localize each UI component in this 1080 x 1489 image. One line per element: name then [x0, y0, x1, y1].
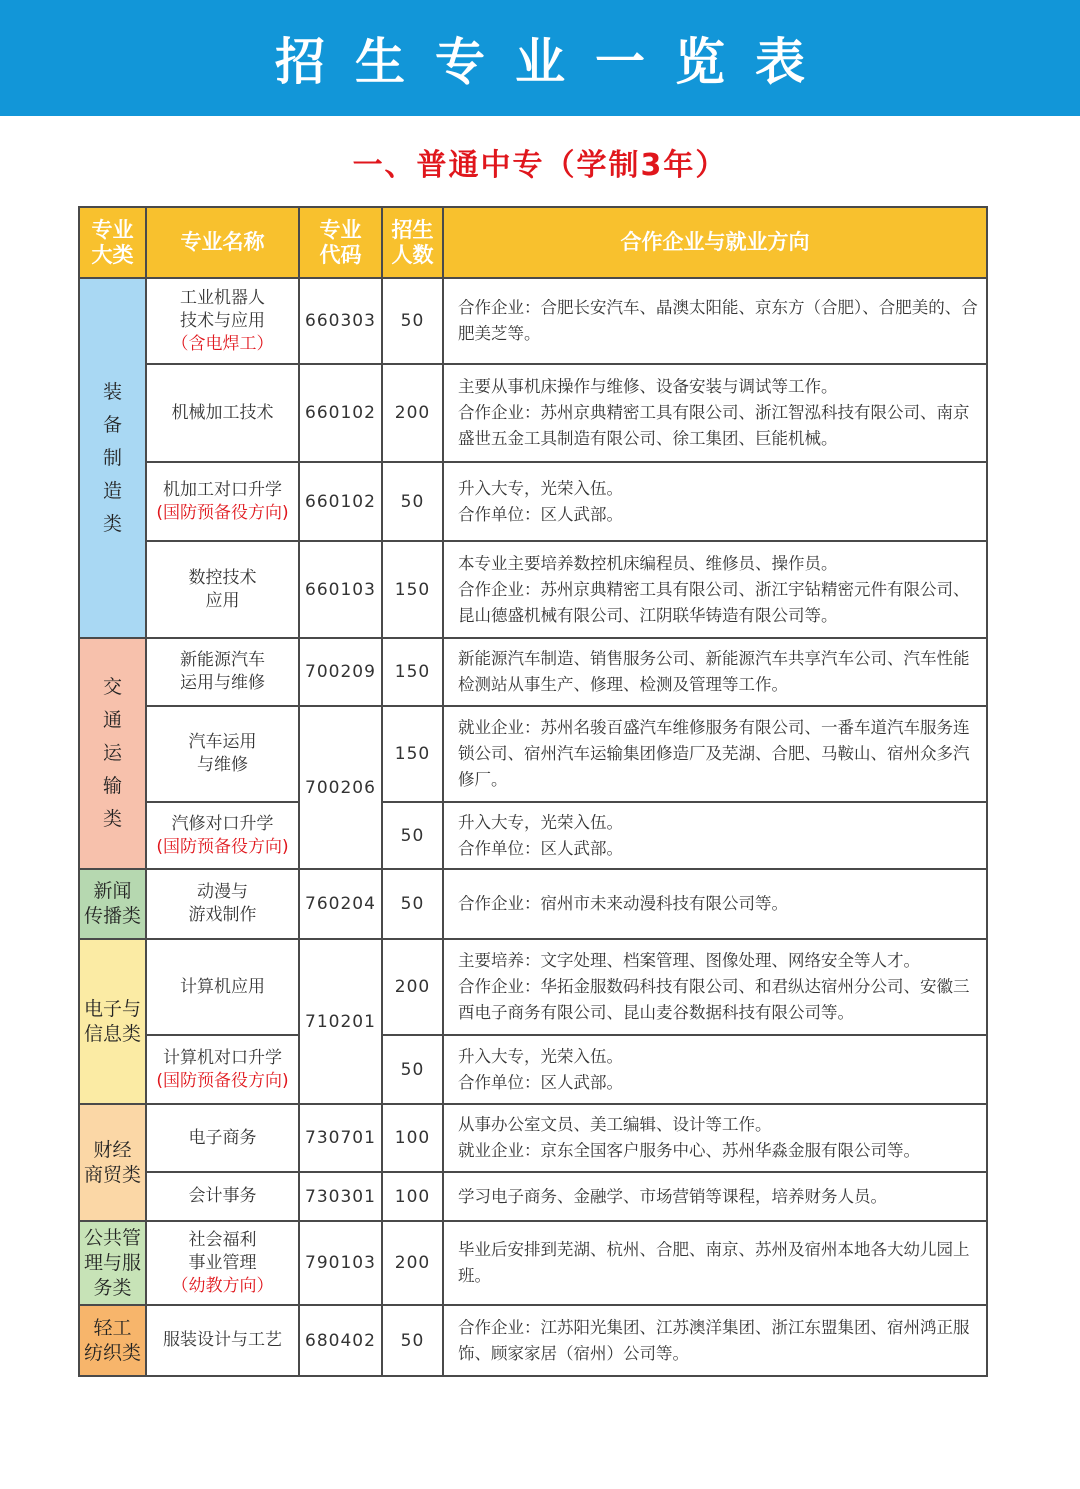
category-cell: 装 备 制 造 类: [79, 278, 146, 638]
table-row: [79, 1221, 987, 1305]
major-name: 工业机器人 技术与应用: [180, 287, 265, 331]
enroll-count: 50: [382, 869, 443, 939]
desc-line: 合作企业：合肥长安汽车、晶澳太阳能、京东方（合肥）、合肥美的、合肥美芝等。: [458, 298, 978, 343]
major-code: 660102: [299, 462, 382, 541]
table-row: [79, 1104, 987, 1172]
enroll-count: 200: [382, 364, 443, 462]
header-category: 专业 大类: [79, 207, 146, 278]
desc-cell: [443, 1035, 987, 1104]
desc-line: 合作单位：区人武部。: [458, 1072, 623, 1092]
major-note: （幼教方向）: [171, 1275, 274, 1296]
major-note: (国防预备役方向): [156, 502, 289, 523]
desc-cell: [443, 1104, 987, 1172]
desc-cell: [443, 541, 987, 638]
enroll-count: 200: [382, 1221, 443, 1305]
desc-line: 合作单位：区人武部。: [458, 838, 623, 858]
section-title: 一、普通中专（学制3年）: [352, 148, 728, 183]
major-name: 数控技术 应用: [188, 567, 257, 611]
major-name: 社会福利 事业管理: [188, 1229, 257, 1273]
table-row: [79, 462, 987, 541]
desc-cell: [443, 278, 987, 364]
major-name-cell: [146, 462, 299, 541]
major-name-cell: [146, 802, 299, 869]
desc-cell: [443, 802, 987, 869]
desc-cell: [443, 462, 987, 541]
enroll-count: 50: [382, 462, 443, 541]
desc-line: 合作企业：苏州京典精密工具有限公司、浙江智泓科技有限公司、南京盛世五金工具制造有限公司、徐工集团、巨能机械。: [458, 403, 970, 448]
major-name: 汽车运用 与维修: [188, 732, 257, 775]
desc-line: 从事办公室文员、美工编辑、设计等工作。: [458, 1115, 772, 1134]
major-code: 700209: [299, 638, 382, 706]
category-cell: 轻工 纺织类: [79, 1305, 146, 1376]
major-code: 660102: [299, 364, 382, 462]
major-name-cell: [146, 278, 299, 364]
category-cell: 公共管 理与服 务类: [79, 1221, 146, 1305]
major-code: 730301: [299, 1172, 382, 1221]
desc-line: 升入大专，光荣入伍。: [458, 1046, 623, 1066]
desc-line: 主要培养：文字处理、档案管理、图像处理、网络安全等人才。: [458, 951, 920, 970]
table-row: [79, 1035, 987, 1104]
major-name: 汽修对口升学: [171, 813, 274, 834]
majors-table: [78, 206, 988, 1377]
header-name: 专业名称: [146, 207, 299, 278]
enroll-count: 50: [382, 278, 443, 364]
major-name-cell: [146, 869, 299, 939]
category-cell: 电子与 信息类: [79, 939, 146, 1104]
desc-cell: [443, 1221, 987, 1305]
major-name: 机械加工技术: [171, 402, 274, 423]
enroll-count: 150: [382, 541, 443, 638]
major-name: 电子商务: [188, 1127, 257, 1148]
major-name-cell: [146, 1221, 299, 1305]
desc-line: 本专业主要培养数控机床编程员、维修员、操作员。: [458, 553, 838, 573]
major-note: (国防预备役方向): [156, 836, 289, 857]
major-code: 700206: [299, 706, 382, 869]
category-cell: 新闻 传播类: [79, 869, 146, 939]
table-row: [79, 1172, 987, 1221]
desc-line: 升入大专，光荣入伍。: [458, 478, 623, 498]
major-name-cell: [146, 1035, 299, 1104]
header-desc: 合作企业与就业方向: [443, 207, 987, 278]
desc-cell: [443, 1305, 987, 1376]
desc-line: 就业企业：苏州名骏百盛汽车维修服务有限公司、一番车道汽车服务连锁公司、宿州汽车运输集团修造厂及芜湖、合肥、马鞍山、宿州众多汽修厂。: [458, 718, 970, 789]
table-row: [79, 1305, 987, 1376]
table-row: [79, 638, 987, 706]
enroll-count: 50: [382, 802, 443, 869]
table-row: [79, 278, 987, 364]
desc-line: 合作企业：江苏阳光集团、江苏澳洋集团、浙江东盟集团、宿州鸿正服饰、顾家家居（宿州）公司等。: [458, 1317, 970, 1363]
major-note: （含电焊工）: [171, 333, 274, 354]
desc-line: 合作企业：苏州京典精密工具有限公司、浙江宇钻精密元件有限公司、昆山德盛机械有限公司、江阴联华铸造有限公司等。: [458, 579, 970, 625]
desc-line: 新能源汽车制造、销售服务公司、新能源汽车共享汽车公司、汽车性能检测站从事生产、修理、检测及管理等工作。: [458, 649, 970, 694]
major-name: 计算机对口升学: [163, 1047, 282, 1068]
desc-line: 毕业后安排到芜湖、杭州、合肥、南京、苏州及宿州本地各大幼儿园上班。: [458, 1240, 970, 1285]
major-name: 机加工对口升学: [163, 479, 282, 500]
enroll-count: 150: [382, 638, 443, 706]
desc-line: 主要从事机床操作与维修、设备安装与调试等工作。: [458, 377, 838, 396]
major-code: 790103: [299, 1221, 382, 1305]
header-banner: [0, 0, 1080, 116]
header-count: 招生 人数: [382, 207, 443, 278]
major-code: 660303: [299, 278, 382, 364]
desc-cell: [443, 1172, 987, 1221]
desc-line: 合作企业：宿州市未来动漫科技有限公司等。: [458, 894, 788, 913]
major-name: 会计事务: [188, 1186, 257, 1206]
desc-line: 学习电子商务、金融学、市场营销等课程，培养财务人员。: [458, 1186, 887, 1206]
major-name-cell: [146, 638, 299, 706]
table-row: [79, 706, 987, 802]
major-code: 680402: [299, 1305, 382, 1376]
table-row: [79, 939, 987, 1035]
enroll-count: 100: [382, 1172, 443, 1221]
major-name-cell: [146, 364, 299, 462]
desc-cell: [443, 364, 987, 462]
major-name-cell: [146, 1104, 299, 1172]
table-row: [79, 364, 987, 462]
major-note: (国防预备役方向): [156, 1070, 289, 1091]
major-name: 计算机应用: [180, 976, 265, 997]
major-name-cell: [146, 1172, 299, 1221]
desc-cell: [443, 706, 987, 802]
desc-line: 升入大专，光荣入伍。: [458, 812, 623, 832]
desc-line: 就业企业：京东全国客户服务中心、苏州华淼金服有限公司等。: [458, 1141, 920, 1160]
desc-line: 合作企业：华拓金服数码科技有限公司、和君纵达宿州分公司、安徽三酉电子商务有限公司、昆山麦谷数据科技有限公司等。: [458, 977, 970, 1022]
enroll-count: 200: [382, 939, 443, 1035]
category-cell: 财经 商贸类: [79, 1104, 146, 1221]
enroll-count: 50: [382, 1305, 443, 1376]
table-row: [79, 802, 987, 869]
header-code: 专业 代码: [299, 207, 382, 278]
desc-cell: [443, 638, 987, 706]
major-code: 660103: [299, 541, 382, 638]
major-name: 动漫与 游戏制作: [188, 882, 257, 925]
major-name: 新能源汽车 运用与维修: [180, 650, 265, 693]
table-row: [79, 869, 987, 939]
table-row: [79, 541, 987, 638]
desc-cell: [443, 869, 987, 939]
major-name-cell: [146, 541, 299, 638]
major-code: 730701: [299, 1104, 382, 1172]
major-name: 服装设计与工艺: [163, 1330, 282, 1350]
major-name-cell: [146, 939, 299, 1035]
major-code: 710201: [299, 939, 382, 1104]
desc-cell: [443, 939, 987, 1035]
major-name-cell: [146, 1305, 299, 1376]
enroll-count: 50: [382, 1035, 443, 1104]
major-code: 760204: [299, 869, 382, 939]
page-title: 招生专业一览表: [275, 33, 835, 91]
desc-line: 合作单位：区人武部。: [458, 504, 623, 524]
enroll-count: 100: [382, 1104, 443, 1172]
table-header-row: [79, 207, 987, 278]
category-cell: 交 通 运 输 类: [79, 638, 146, 869]
major-name-cell: [146, 706, 299, 802]
enroll-count: 150: [382, 706, 443, 802]
